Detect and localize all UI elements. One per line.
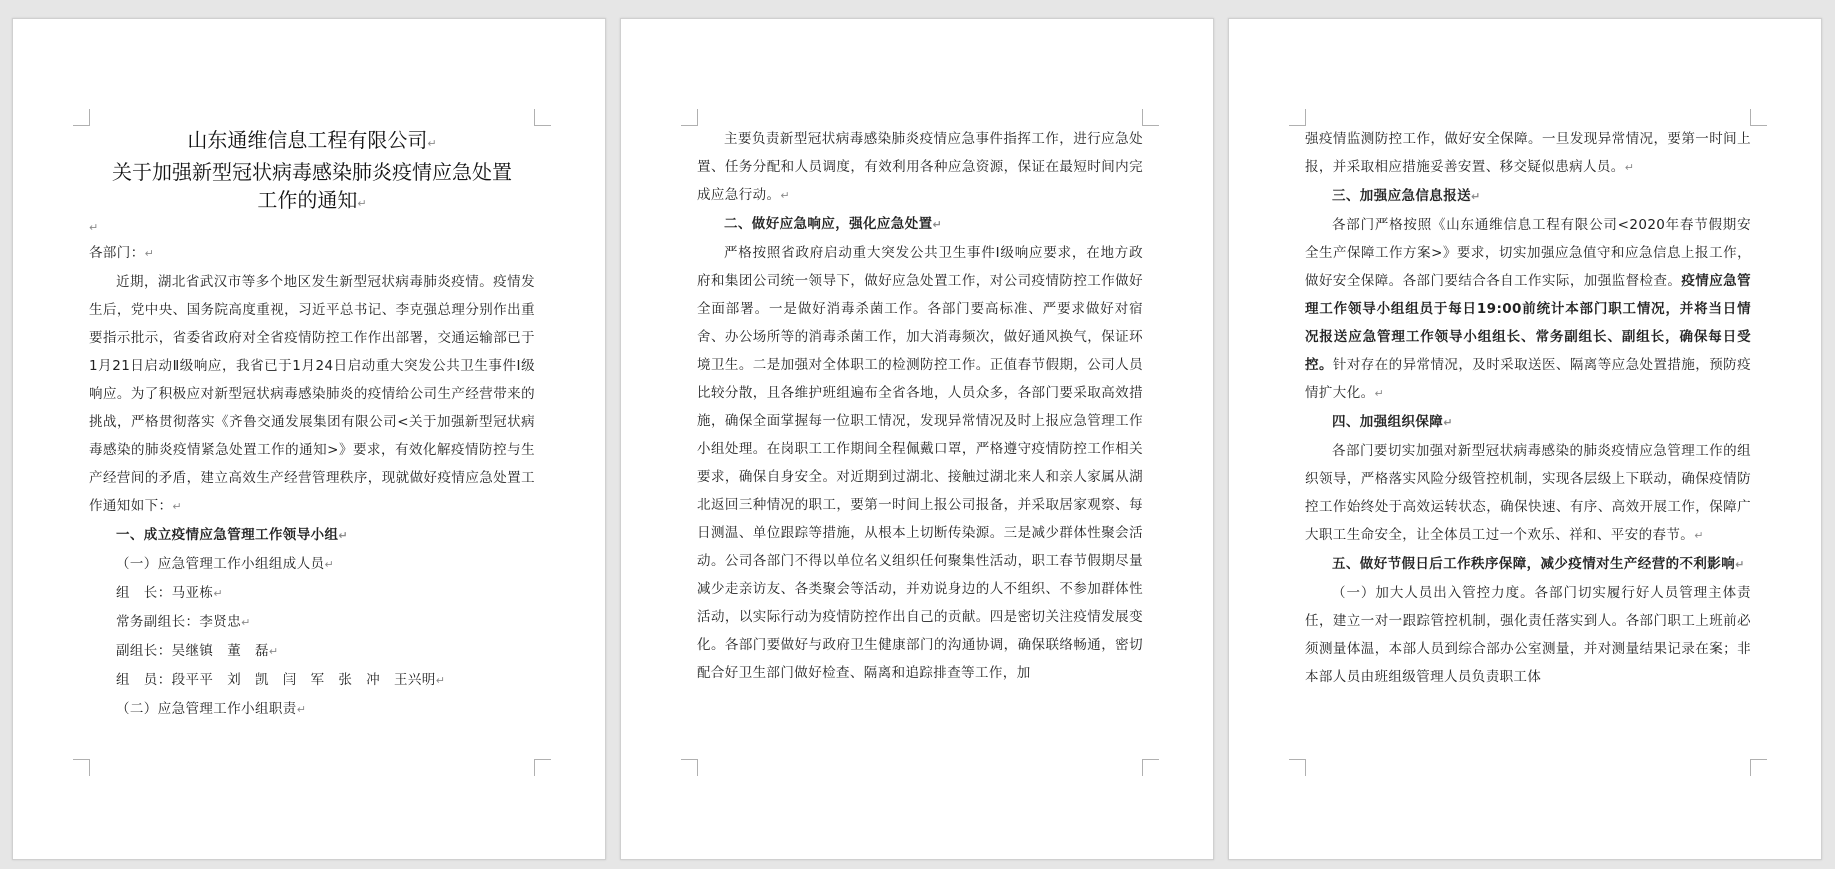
margin-mark <box>1750 759 1767 776</box>
sub-heading: （二）应急管理工作小组职责↵ <box>116 701 307 717</box>
body-paragraph: （一）加大人员出入管控力度。各部门切实履行好人员管理主体责任，建立一对一跟踪管控机制，强化责任落实到人。各部门职工上班前必须测量体温，本部人员到综合部办公室测量，并对测量结果记录在案；非本部人员由班组级管理人员负责职工体 <box>1305 585 1751 685</box>
body-paragraph: 各部门要切实加强对新型冠状病毒感染的肺炎疫情应急管理工作的组织领导，严格落实风险分级管控机制，实现各层级上下联动，确保疫情防控工作始终处于高效运转状态，确保快速、有序、高效开展工作，保障广大职工生命安全，让全体员工过一个欢乐、祥和、平安的春节。↵ <box>1305 443 1751 543</box>
margin-mark <box>1289 109 1306 126</box>
body-paragraph: 近期，湖北省武汉市等多个地区发生新型冠状病毒肺炎疫情。疫情发生后，党中央、国务院高度重视，习近平总书记、李克强总理分别作出重要指示批示，省委省政府对全省疫情防控工作作出部署，交通运输部已于1月21日启动Ⅱ级响应，我省已于1月24日启动重大突发公共卫生事件Ⅰ级响应。为了积极应对新型冠状病毒感染肺炎的疫情给公司生产经营带来的挑战，严格贯彻落实《齐鲁交通发展集团有限公司<关于加强新型冠状病毒感染的肺炎疫情紧急处置工作的通知>》要求，有效化解疫情防控与生产经营间的矛盾，建立高效生产经营管理秩序，现就做好疫情应急处置工作通知如下：↵ <box>89 274 535 514</box>
body-paragraph: 各部门严格按照《山东通维信息工程有限公司<2020年春节假期安全生产保障工作方案>》要求，切实加强应急值守和应急信息上报工作，做好安全保障。各部门要结合各自工作实际，加强监督检查。疫情应急管理工作领导小组组员于每日19:00前统计本部门职工情况，并将当日情况报送应急管理工作领导小组组长、常务副组长、副组长，确保每日受控。针对存在的异常情况，及时采取送医、隔离等应急处置措施，预防疫情扩大化。↵ <box>1305 217 1751 401</box>
section-heading: 四、加强组织保障↵ <box>1332 414 1453 430</box>
member-line: 组 员：段平平 刘 凯 闫 军 张 冲 王兴明↵ <box>116 672 446 688</box>
page-content[interactable] <box>697 125 1143 755</box>
page-content[interactable] <box>89 125 535 755</box>
page-content[interactable] <box>1305 125 1751 755</box>
body-paragraph: 严格按照省政府启动重大突发公共卫生事件Ⅰ级响应要求，在地方政府和集团公司统一领导下，做好应急处置工作，对公司疫情防控工作做好全面部署。一是做好消毒杀菌工作。各部门要高标准、严要求做好对宿舍、办公场所等的消毒杀菌工作，加大消毒频次，做好通风换气，保证环境卫生。二是加强对全体职工的检测防控工作。正值春节假期，公司人员比较分散，且各维护班组遍布全省各地，人员众多，各部门要采取高效措施，确保全面掌握每一位职工情况，发现异常情况及时上报应急管理工作小组处理。在岗职工工作期间全程佩戴口罩，严格遵守疫情防控工作相关要求，确保自身安全。对近期到过湖北、接触过湖北来人和亲人家属从湖北返回三种情况的职工，要第一时间上报公司报备，并采取居家观察、每日测温、单位跟踪等措施，从根本上切断传染源。三是减少群体性聚会活动。公司各部门不得以单位名义组织任何聚集性活动，职工春节假期尽量减少走亲访友、各类聚会等活动，并劝说身边的人不组织、不参加群体性活动，以实际行动为疫情防控作出自己的贡献。四是密切关注疫情发展变化。各部门要做好与政府卫生健康部门的沟通协调，确保联络畅通，密切配合好卫生部门做好检查、隔离和追踪排查等工作，加 <box>697 245 1143 681</box>
document-page-3 <box>1228 18 1822 860</box>
title-line-2: 关于加强新型冠状病毒感染肺炎疫情应急处置 <box>112 160 512 184</box>
title-line-3: 工作的通知↵ <box>257 188 367 212</box>
body-paragraph: 强疫情监测防控工作，做好安全保障。一旦发现异常情况，要第一时间上报，并采取相应措施妥善安置、移交疑似患病人员。↵ <box>1305 131 1751 175</box>
member-line: 组 长：马亚栋↵ <box>116 585 223 601</box>
member-line: 常务副组长：李贤忠↵ <box>116 614 251 630</box>
margin-mark <box>73 759 90 776</box>
bold-run: 疫情应急管理工作领导小组组员于每日19:00前统计本部门职工情况，并将当日情况报送应急管理工作领导小组组长、常务副组长、副组长，确保每日受控。 <box>1305 273 1751 373</box>
document-page-2 <box>620 18 1214 860</box>
empty-paragraph: ↵ <box>89 221 99 234</box>
section-heading: 五、做好节假日后工作秩序保障，减少疫情对生产经营的不利影响↵ <box>1332 556 1745 572</box>
document-page-1 <box>12 18 606 860</box>
margin-mark <box>1289 759 1306 776</box>
title-line-1: 山东通维信息工程有限公司↵ <box>187 128 437 152</box>
member-line: 副组长：吴继镇 董 磊↵ <box>116 643 279 659</box>
salutation: 各部门：↵ <box>89 245 155 261</box>
margin-mark <box>1142 109 1159 126</box>
margin-mark <box>681 109 698 126</box>
section-heading: 二、做好应急响应，强化应急处置↵ <box>724 216 943 232</box>
margin-mark <box>534 109 551 126</box>
margin-mark <box>534 759 551 776</box>
margin-mark <box>1750 109 1767 126</box>
margin-mark <box>73 109 90 126</box>
section-heading: 一、成立疫情应急管理工作领导小组↵ <box>116 527 349 543</box>
sub-heading: （一）应急管理工作小组组成人员↵ <box>116 556 335 572</box>
margin-mark <box>1142 759 1159 776</box>
section-heading: 三、加强应急信息报送↵ <box>1332 188 1481 204</box>
margin-mark <box>681 759 698 776</box>
body-paragraph: 主要负责新型冠状病毒感染肺炎疫情应急事件指挥工作，进行应急处置、任务分配和人员调度，有效利用各种应急资源，保证在最短时间内完成应急行动。↵ <box>697 131 1143 203</box>
